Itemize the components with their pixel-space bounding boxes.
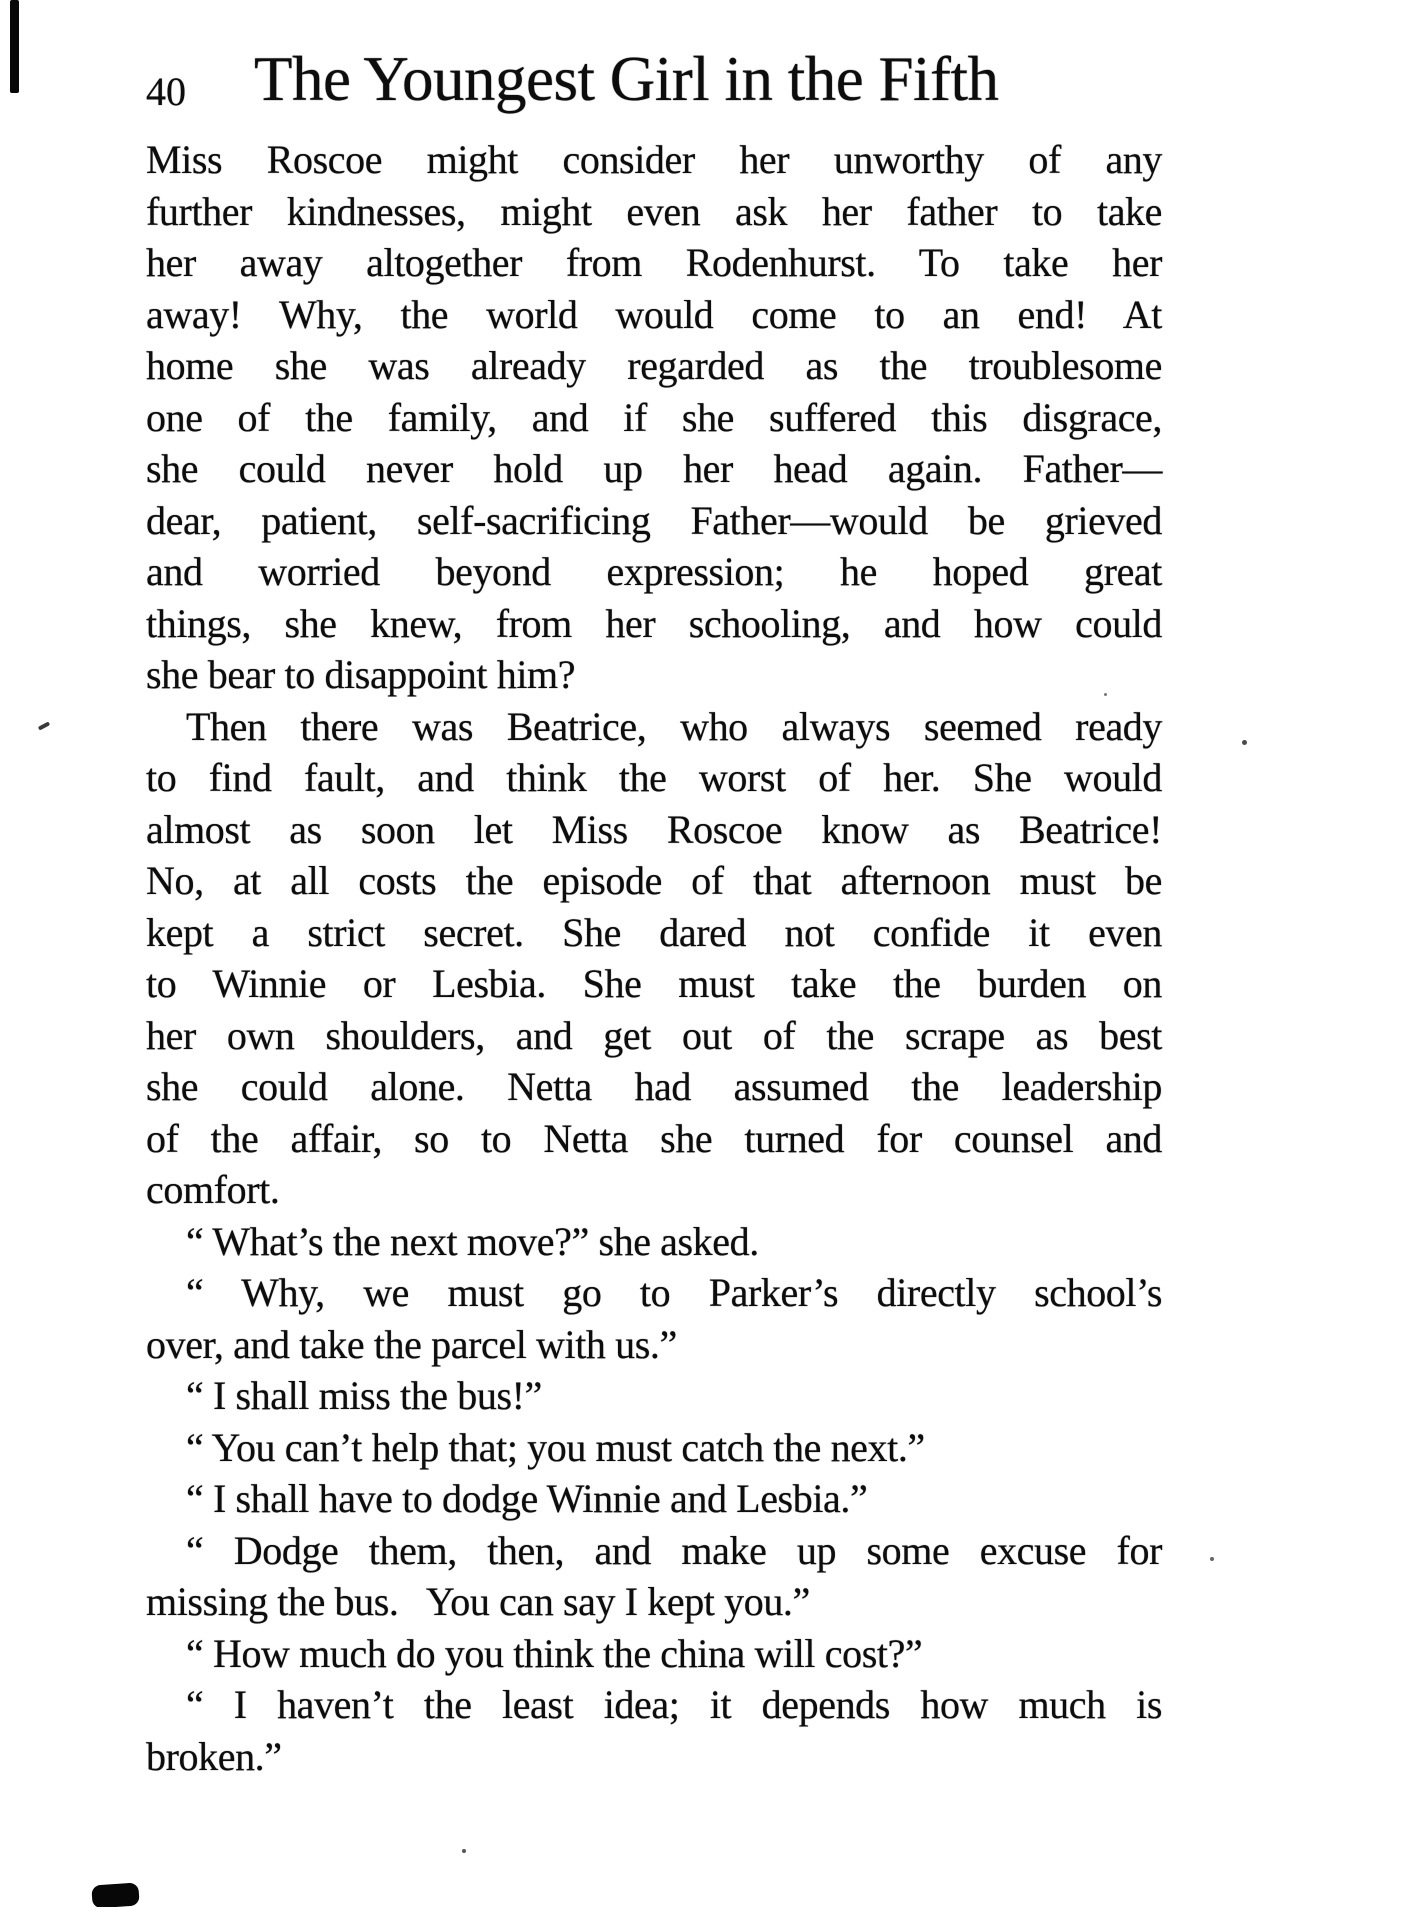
text-line: “ I shall miss the bus!” (186, 1373, 542, 1418)
text-line: her away altogether from Rodenhurst. To take her (146, 240, 1162, 285)
scan-artifact-ink-dash (91, 1882, 139, 1907)
text-line: things, she knew, from her schooling, and how could (146, 600, 1162, 646)
text-line: broken.” (146, 1733, 282, 1779)
running-title: The Youngest Girl in the Fifth (254, 44, 999, 114)
text-line: she could never hold up her head again. Father— (146, 446, 1162, 491)
scan-speck (1242, 740, 1247, 745)
scan-speck (462, 1849, 466, 1853)
text-line: home she was already regarded as the troublesome (146, 343, 1162, 388)
text-line: “ How much do you think the china will cost?” (186, 1630, 923, 1676)
scan-speck (1104, 693, 1107, 696)
text-line: dear, patient, self-sacrificing Father—would be grieved (146, 497, 1162, 543)
page-text (146, 134, 1162, 1782)
text-line: “ I shall have to dodge Winnie and Lesbia.” (186, 1476, 868, 1521)
text-line: she bear to disappoint him? (146, 652, 576, 697)
text-line: over, and take the parcel with us.” (146, 1321, 677, 1367)
text-line: Miss Roscoe might consider her unworthy of any (146, 137, 1162, 182)
text-line: to Winnie or Lesbia. She must take the burden on (146, 961, 1162, 1006)
text-line: almost as soon let Miss Roscoe know as Beatrice! (146, 806, 1162, 852)
text-line: further kindnesses, might even ask her father to take (146, 188, 1162, 234)
text-line: “ What’s the next move?” she asked. (186, 1218, 759, 1264)
scan-artifact-edge-bar (10, 0, 19, 93)
text-line: comfort. (146, 1167, 280, 1212)
scan-artifact-margin-tick (38, 721, 50, 730)
text-line: No, at all costs the episode of that afternoon must be (146, 858, 1162, 903)
text-line: “ Why, we must go to Parker’s directly school’s (186, 1270, 1162, 1315)
text-line: kept a strict secret. She dared not confide it even (146, 909, 1162, 955)
text-line: one of the family, and if she suffered this disgrace, (146, 394, 1162, 440)
text-line: she could alone. Netta had assumed the leadership (146, 1064, 1162, 1109)
text-line: “ I haven’t the least idea; it depends how much is (186, 1682, 1162, 1727)
text-line: of the affair, so to Netta she turned for counsel and (146, 1115, 1162, 1161)
text-line: away! Why, the world would come to an end! At (146, 291, 1162, 337)
scan-speck (1210, 1557, 1214, 1561)
page-number: 40 (146, 69, 186, 114)
text-line: missing the bus. You can say I kept you.” (146, 1579, 810, 1624)
text-line: “ You can’t help that; you must catch the next.” (186, 1424, 925, 1470)
text-line: and worried beyond expression; he hoped great (146, 549, 1162, 594)
text-line: “ Dodge them, then, and make up some excuse for (186, 1527, 1162, 1573)
text-line: her own shoulders, and get out of the scrape as best (146, 1012, 1162, 1058)
text-line: Then there was Beatrice, who always seemed ready (186, 703, 1162, 749)
text-line: to find fault, and think the worst of her. She would (146, 755, 1162, 800)
